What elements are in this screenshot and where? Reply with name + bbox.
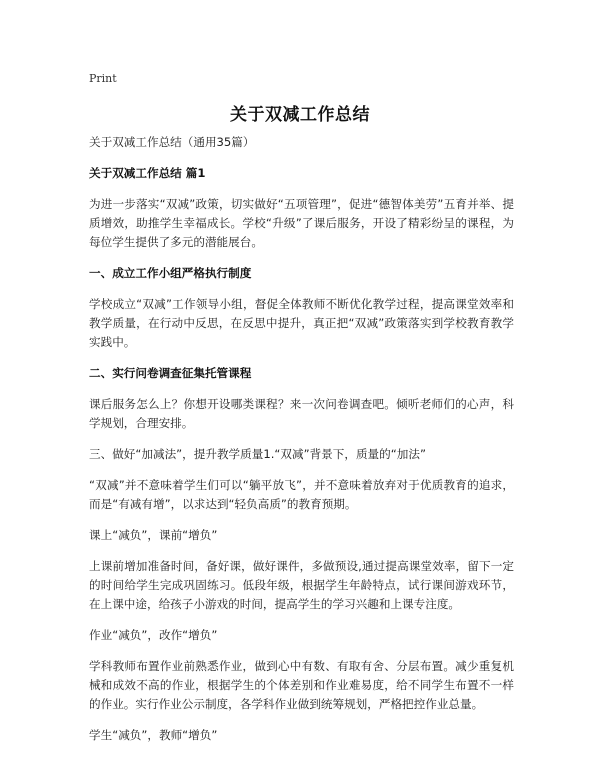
print-link[interactable]: Print: [89, 72, 117, 85]
paragraph-homework: 学科教师布置作业前熟悉作业，做到心中有数、有取有舍、分层布置。减少重复机械和成效不高的作业，根据学生的个体差别和作业难易度，给不同学生布置不一样的作业。实行作业公示制度，各学科作业做到统筹规划，严格把控作业总量。: [89, 659, 514, 711]
section-heading-1: 一、成立工作小组严格执行制度: [89, 266, 252, 280]
paragraph-class: 上课前增加准备时间，备好课，做好课件，多做预设,通过提高课堂效率，留下一定的时间给学生完成巩固练习。低段年级，根据学生年龄特点，试行课间游戏环节，在上课中途，给孩子小游戏的时间，提高学生的学习兴趣和上课专注度。: [89, 559, 514, 611]
subheading-student: 学生“减负”，教师“增负”: [89, 728, 218, 742]
paragraph-intro: 为进一步落实“双减”政策，切实做好“五项管理”，促进“德智体美劳”五育并举、提质增效，助推学生幸福成长。学校“升级”了课后服务，开设了精彩纷呈的课程，为每位学生提供了多元的潜能展台。: [89, 197, 514, 249]
section-heading-2: 二、实行问卷调查征集托管课程: [89, 366, 252, 380]
paragraph-section-2: 课后服务怎么上？你想开设哪类课程？来一次问卷调查吧。倾听老师们的心声，科学规划，合理安排。: [89, 397, 514, 430]
document-subtitle: 关于双减工作总结（通用35篇）: [89, 135, 255, 149]
subheading-class: 课上“减负”，课前“增负”: [89, 528, 218, 542]
section-heading-3: 三、做好“加减法”，提升教学质量1.“双减”背景下，质量的“加法”: [89, 447, 426, 461]
paragraph-section-1: 学校成立“双减”工作领导小组，督促全体教师不断优化教学过程，提高课堂效率和教学质量，在行动中反思，在反思中提升，真正把“双减”政策落实到学校教育教学实践中。: [89, 297, 514, 349]
article-heading: 关于双减工作总结 篇1: [89, 166, 206, 180]
article-body: [89, 133, 514, 757]
paragraph-section-3: “双减”并不意味着学生们可以“躺平放飞”，并不意味着放弃对于优质教育的追求，而是“有减有增”，以求达到“轻负高质”的教育预期。: [89, 478, 514, 511]
page-title: 关于双减工作总结: [230, 105, 370, 125]
subheading-homework: 作业“减负”，改作“增负”: [89, 628, 218, 642]
